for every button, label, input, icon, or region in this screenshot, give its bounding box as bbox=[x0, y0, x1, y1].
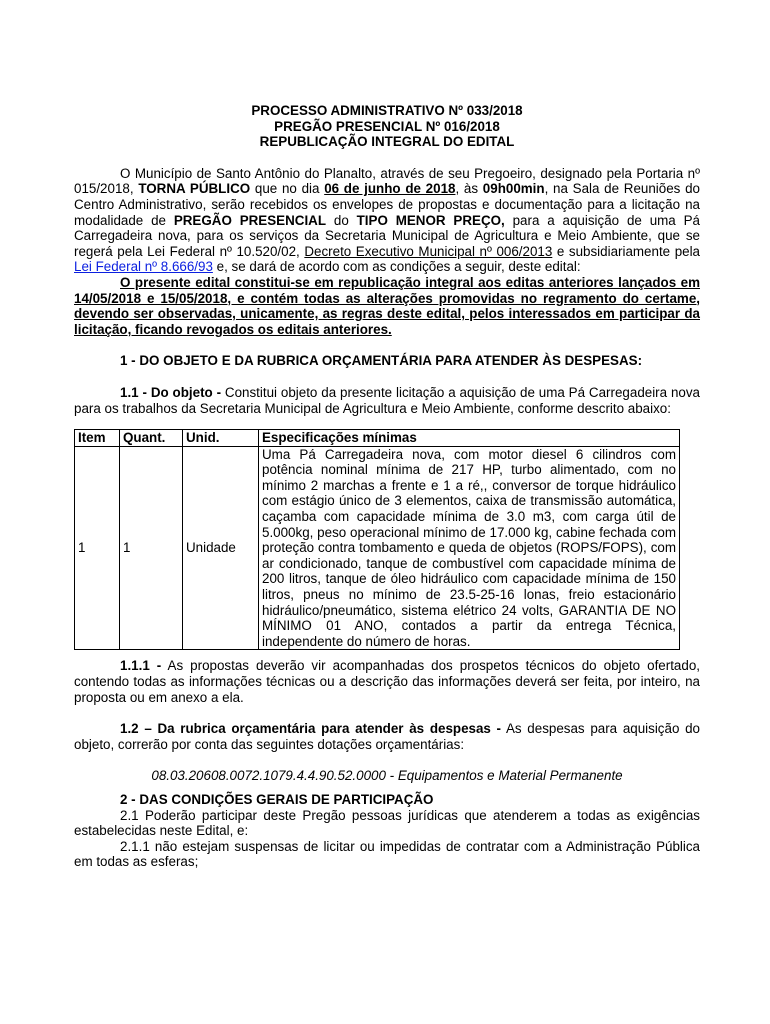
table-header-row bbox=[75, 430, 680, 447]
header-item: Item bbox=[75, 430, 120, 447]
law-8666-link[interactable]: Lei Federal nº 8.666/93 bbox=[74, 259, 213, 275]
republication-title: REPUBLICAÇÃO INTEGRAL DO EDITAL bbox=[259, 134, 515, 150]
process-number: PROCESSO ADMINISTRATIVO Nº 033/2018 bbox=[251, 103, 523, 118]
proposals-paragraph: 1.1.1 - As propostas deverão vir acompanhadas dos prospetos técnicos do objeto ofertado, contendo todas as informações técnicas ou a descrição das informações deverá ser feita, por inteiro, na proposta ou em anexo a ela. bbox=[74, 658, 700, 705]
participation-item-2-1-1: 2.1.1 não estejam suspensas de licitar ou impedidas de contratar com a Administração Pública em todas as esferas; bbox=[74, 838, 700, 870]
object-paragraph: 1.1 - Do objeto - Constitui objeto da presente licitação a aquisição de uma Pá Carregadeira nova para os trabalhos da Secretaria Municipal de Agricultura e Meio Ambiente, conforme descrito abaixo: bbox=[74, 384, 700, 416]
cell-unid: Unidade bbox=[183, 446, 259, 650]
header-unid: Unid. bbox=[183, 430, 259, 447]
budget-paragraph: 1.2 – Da rubrica orçamentária para atender às despesas - As despesas para aquisição do objeto, correrão por conta das seguintes dotações orçamentárias: bbox=[74, 721, 700, 752]
section-2-title: 2 - DAS CONDIÇÕES GERAIS DE PARTICIPAÇÃO bbox=[120, 791, 434, 807]
cell-item: 1 bbox=[75, 446, 120, 650]
specification-table bbox=[74, 429, 680, 650]
republication-notice: O presente edital constitui-se em republicação integral aos editas anteriores lançados em 14/05/2018 e 15/05/2018, e contém todas as alterações promovidas no regramento do certame, devendo ser observadas, unicamente, as regras deste edital, pelos interessados em participar da licitação, ficando revogados os editais anteriores. bbox=[74, 274, 700, 337]
intro-paragraph: O Município de Santo Antônio do Planalto, através de seu Pregoeiro, designado pela Portaria nº 015/2018, TORNA PÚBLICO que no dia 06 de junho de 2018, às 09h00min, na Sala de Reuniões do Centro Administrativo, serão recebidos os envelopes de propostas e documentação para a licitação na modalidade de PREGÃO PRESENCIAL do TIPO MENOR PREÇO, para a aquisição de uma Pá Carregadeira nova, para os serviços da Secretaria Municipal de Agricultura e Meio Ambiente, que se regerá pela Lei Federal nº 10.520/02, Decreto Executivo Municipal nº 006/2013 e subsidiariamente pela Lei Federal nº 8.666/93 e, se dará de acordo com as condições a seguir, deste edital: bbox=[74, 165, 701, 275]
budget-allocation: 08.03.20608.0072.1079.4.4.90.52.0000 - Equipamentos e Material Permanente bbox=[151, 768, 623, 784]
header-spec: Especificações mínimas bbox=[259, 430, 680, 447]
table-row bbox=[75, 446, 680, 650]
cell-quant: 1 bbox=[120, 446, 183, 650]
document-page bbox=[74, 103, 700, 870]
participation-paragraph: 2.1 Poderão participar deste Pregão pessoas jurídicas que atenderem a todas as exigências estabelecidas neste Edital, e: bbox=[74, 807, 700, 839]
document-header bbox=[74, 103, 700, 150]
cell-spec: Uma Pá Carregadeira nova, com motor diesel 6 cilindros com potência nominal mínima de 217 HP, turbo alimentado, com no mínimo 2 marchas a frente e 1 a ré,, conversor de torque hidráulico com estágio único de 3 elementos, caixa de transmissão automática, caçamba com capacidade mínima de 3.0 m3, com carga útil de 5.000kg, peso operacional mínimo de 17.000 kg, cabine fechada com proteção contra tombamento e queda de objetos (ROPS/FOPS), com ar condicionado, tanque de combustível com capacidade mínima de 200 litros, tanque de óleo hidráulico com capacidade mínima de 150 litros, pneus no mínimo de 23.5-25-16 lonas, freio estacionário hidráulico/pneumático, sistema elétrico 24 volts, GARANTIA DE NO MÍNIMO 01 ANO, contados a partir da entrega Técnica, independente do número de horas. bbox=[259, 446, 680, 650]
decree-reference: Decreto Executivo Municipal nº 006/2013 bbox=[304, 243, 553, 259]
section-1-title: 1 - DO OBJETO E DA RUBRICA ORÇAMENTÁRIA PARA ATENDER ÀS DESPESAS: bbox=[120, 353, 643, 369]
header-quant: Quant. bbox=[120, 430, 183, 447]
auction-number: PREGÃO PRESENCIAL Nº 016/2018 bbox=[274, 118, 500, 134]
